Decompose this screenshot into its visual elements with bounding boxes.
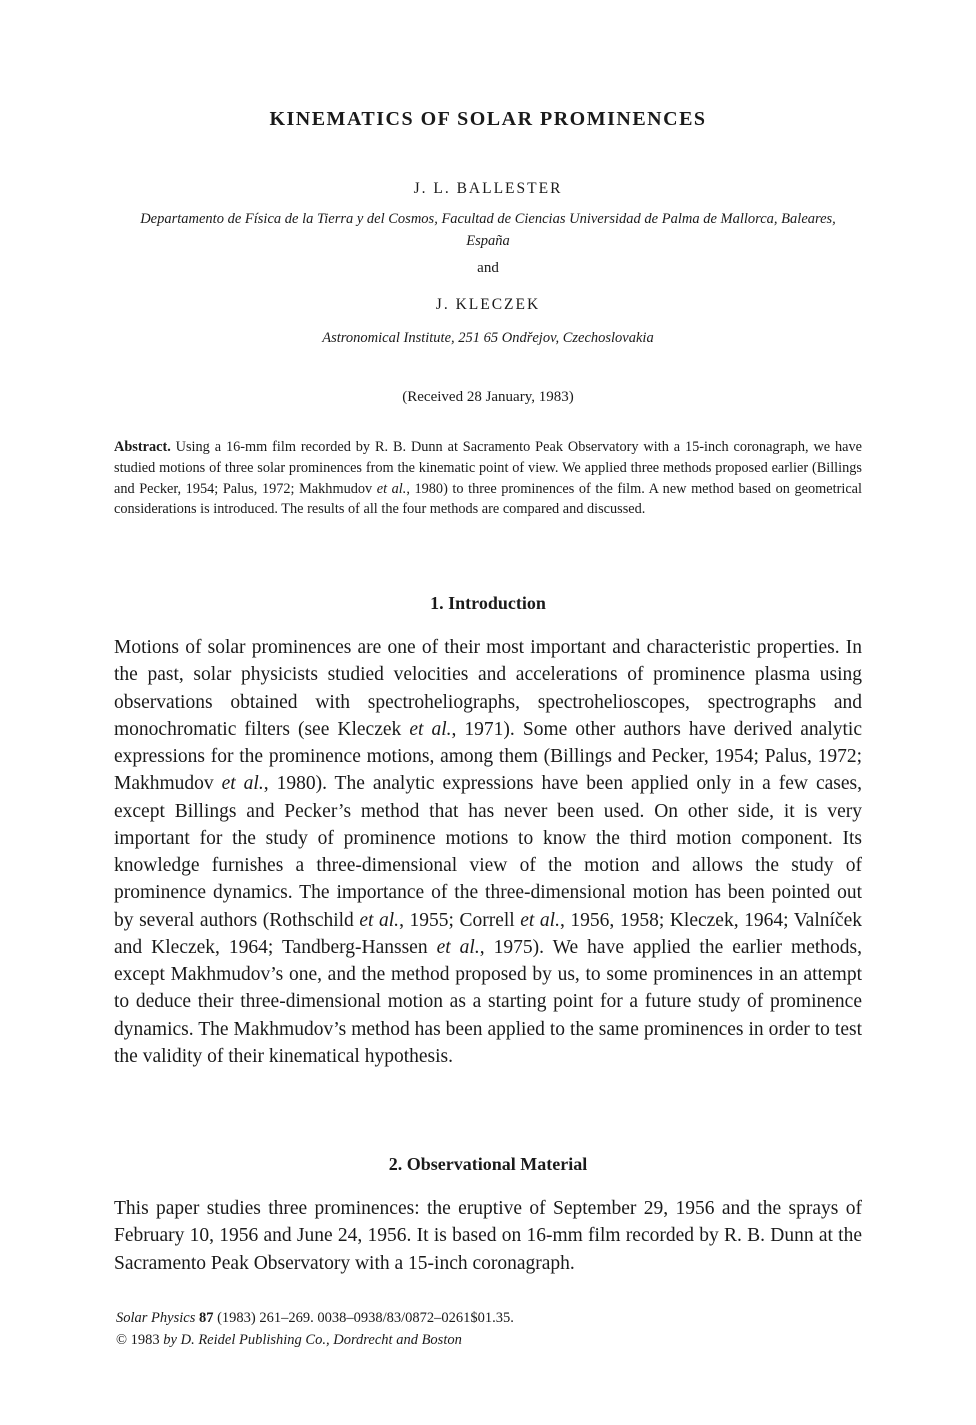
abstract-text-part-1: Using a 16-mm film recorded by R. B. Dunn at Sacramento Peak Observatory with a 15-inch coronagraph, we have studied motions of three solar prominences from the kinematic point of view. We applied three methods proposed earlier (Billings and Pecker, 1954; Palus, 1972; Makhmudov bbox=[114, 439, 862, 497]
intro-text-3: , 1980). The analytic expressions have been applied only in a few cases, except Billings and Pecker’s method that has never been used. On other side, it is very important for the study of prominence motions to know the third motion component. Its knowledge furnishes a three-dimensional view of the motion and allows the study of prominence dynamics. The importance of the three-dimensional motion has been pointed out by several authors (Rothschild bbox=[114, 773, 863, 931]
author-name-1: J. L. BALLESTER bbox=[413, 180, 563, 197]
introduction-paragraph bbox=[114, 634, 862, 1070]
author-affiliation-2: Astronomical Institute, 251 65 Ondřejov, Czechoslovakia bbox=[322, 330, 654, 346]
intro-text-4: , 1955; Correll bbox=[399, 909, 521, 931]
footer-volume: 87 bbox=[198, 1310, 214, 1326]
section-heading-observational-material: 2. Observational Material bbox=[388, 1154, 588, 1174]
intro-etal-2: et al. bbox=[221, 773, 264, 795]
intro-text-1: Motions of solar prominences are one of their most important and characteristic properties. In the past, solar physicists studied velocities and accelerations of prominence plasma using observations obtained with spectroheliographs, spectrohelioscopes, spectrographs and monochromatic filters (see Kleczek bbox=[114, 637, 862, 740]
author-affiliation-1: Departamento de Física de la Tierra y del Cosmos, Facultad de Ciencias Universidad de Palma de Mallorca, Baleares, España bbox=[140, 211, 836, 249]
abstract-text-part-2: , 1980) to three prominences of the film. A new method based on geometrical considerations is introduced. The results of all the four methods are compared and discussed. bbox=[114, 480, 862, 518]
observational-material-paragraph: This paper studies three prominences: the eruptive of September 29, 1956 and the sprays of February 10, 1956 and June 24, 1956. It is based on 16-mm film recorded by R. B. Dunn at the Sacramento Peak Observatory with a 15-inch coronagraph. bbox=[114, 1198, 862, 1274]
intro-etal-4: et al. bbox=[520, 909, 560, 931]
author-name-2: J. KLECZEK bbox=[435, 296, 541, 313]
intro-etal-3: et al. bbox=[359, 909, 400, 931]
footer-journal: Solar Physics bbox=[116, 1310, 196, 1326]
intro-etal-1: et al. bbox=[409, 718, 452, 740]
footer-copyright-line bbox=[116, 1329, 514, 1351]
footer-pages-code: (1983) 261–269. 0038–0938/83/0872–0261$01.35. bbox=[213, 1310, 514, 1326]
intro-etal-5: et al. bbox=[436, 936, 480, 958]
section-heading-introduction: 1. Introduction bbox=[430, 593, 546, 613]
footer-copyright: © 1983 bbox=[116, 1332, 164, 1348]
intro-text-6: , 1975). We have applied the earlier methods, except Makhmudov’s one, and the method proposed by us, to some prominences in an attempt to deduce their three-dimensional motion as a starting point for a future study of prominence dynamics. The Makhmudov’s method has been applied to the same prominences in order to test the validity of their kinematical hypothesis. bbox=[114, 936, 862, 1067]
page-footer bbox=[116, 1307, 514, 1351]
intro-text-5: , 1956, 1958; Kleczek, 1964; Valníček and Kleczek, 1964; Tandberg-Hanssen bbox=[114, 909, 862, 958]
abstract-label: Abstract. bbox=[114, 439, 171, 455]
author-separator: and bbox=[477, 260, 499, 276]
abstract-etal: et al. bbox=[376, 480, 407, 497]
abstract bbox=[114, 437, 862, 520]
paper-title: KINEMATICS OF SOLAR PROMINENCES bbox=[269, 108, 707, 130]
intro-text-2: , 1971). Some other authors have derived analytic expressions for the prominence motions, among them (Billings and Pecker, 1954; Palus, 1972; Makhmudov bbox=[114, 718, 862, 795]
footer-publisher: by D. Reidel Publishing Co., Dordrecht and Boston bbox=[163, 1332, 462, 1348]
footer-citation-line bbox=[116, 1307, 514, 1329]
received-date: (Received 28 January, 1983) bbox=[402, 389, 574, 405]
